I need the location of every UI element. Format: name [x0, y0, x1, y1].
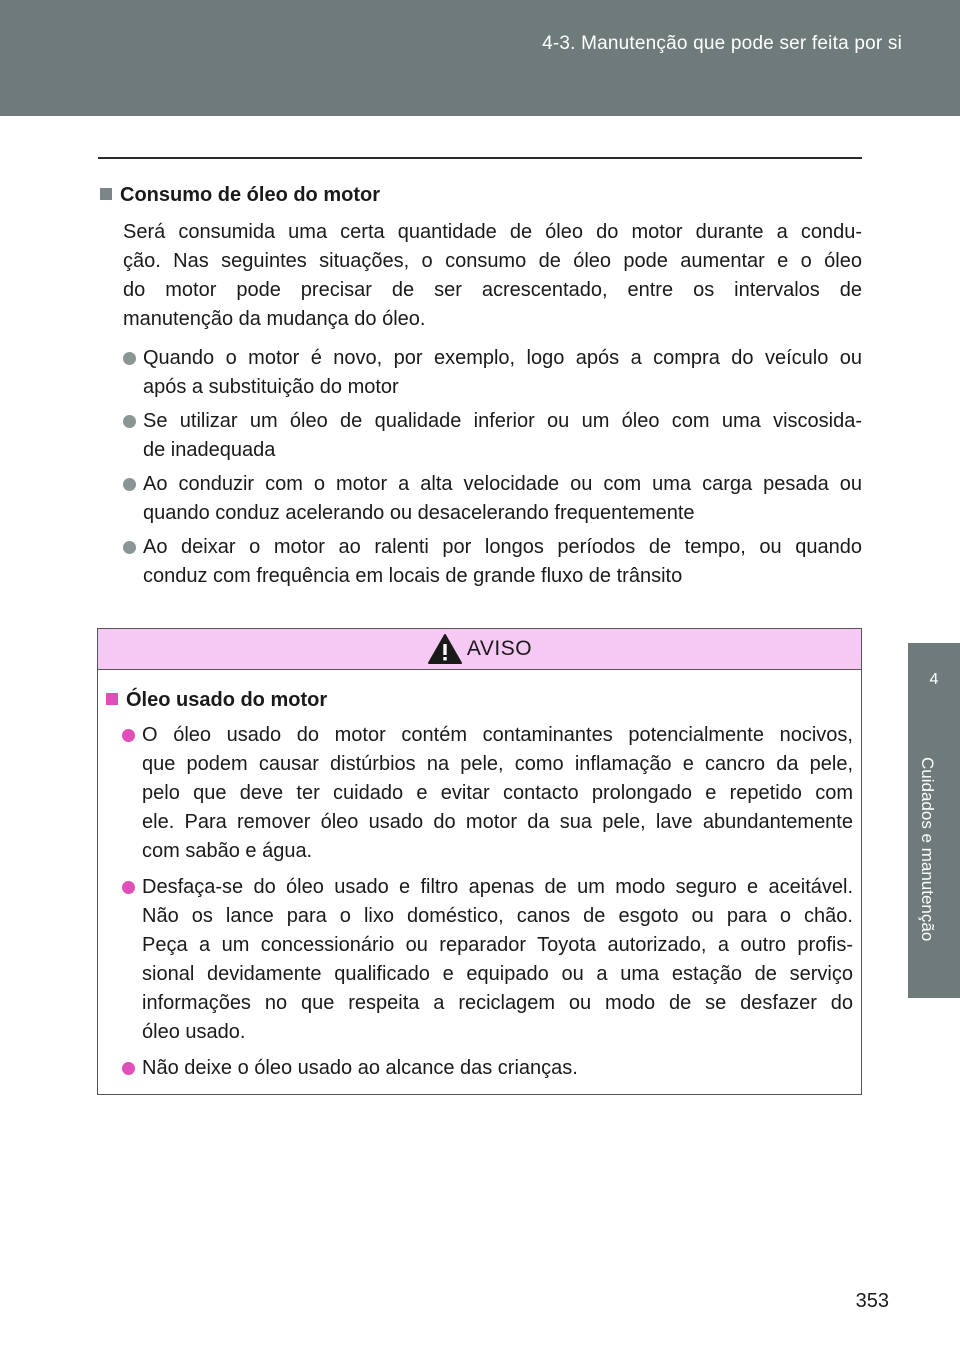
bullet-line: de inadequada [143, 439, 276, 461]
list-item [98, 344, 862, 402]
bullet-line: sional devidamente qualificado e equipado ou a uma estação de serviço [142, 963, 853, 985]
page-header [0, 0, 960, 116]
warning-heading: Óleo usado do motor [126, 689, 328, 711]
chapter-number: 4 [929, 671, 939, 688]
circle-bullet-icon [122, 1062, 135, 1075]
bullet-line: Peça a um concessionário ou reparador Toyota autorizado, a outro profis- [142, 934, 853, 956]
bullet-line: Não os lance para o lixo doméstico, canos de esgoto ou para o chão. [142, 905, 853, 927]
bullet-line: Não deixe o óleo usado ao alcance das crianças. [142, 1057, 578, 1079]
section-title: 4-3. Manutenção que pode ser feita por si [542, 33, 902, 54]
warning-body [98, 670, 861, 1083]
square-bullet-icon [106, 693, 118, 705]
warning-title: AVISO [466, 637, 533, 660]
intro-line: Será consumida uma certa quantidade de óleo do motor durante a condu- [123, 221, 862, 243]
list-item [106, 1054, 853, 1083]
main-content [98, 181, 862, 596]
bullet-line: pelo que deve ter cuidado e evitar contacto prolongado e repetido com [142, 782, 853, 804]
intro-line: do motor pode precisar de ser acrescentado, entre os intervalos de [123, 279, 862, 301]
section-heading: Consumo de óleo do motor [120, 184, 380, 206]
intro-line: manutenção da mudança do óleo. [123, 308, 426, 330]
warning-header [98, 629, 861, 670]
bullet-line: Desfaça-se do óleo usado e filtro apenas de um modo seguro e aceitável. [142, 876, 853, 898]
chapter-name: Cuidados e manutenção [918, 757, 937, 942]
circle-bullet-icon [122, 729, 135, 742]
list-item [106, 721, 853, 866]
section-intro [98, 218, 862, 334]
bullet-line: Ao deixar o motor ao ralenti por longos períodos de tempo, ou quando [143, 536, 862, 558]
bullet-line: informações no que respeita a reciclagem ou modo de se desfazer do [142, 992, 853, 1014]
circle-bullet-icon [123, 415, 136, 428]
list-item [98, 533, 862, 591]
page-number: 353 [855, 1290, 889, 1312]
bullet-line: após a substituição do motor [143, 376, 399, 398]
header-divider [98, 157, 862, 159]
list-item [98, 470, 862, 528]
bullet-line: Ao conduzir com o motor a alta velocidade ou com uma carga pesada ou [143, 473, 862, 495]
bullet-line: com sabão e água. [142, 840, 313, 862]
warning-triangle-icon [427, 633, 463, 665]
circle-bullet-icon [123, 352, 136, 365]
list-item [106, 873, 853, 1047]
chapter-tab [908, 643, 960, 998]
section-heading-row [98, 181, 862, 210]
warning-box [97, 628, 862, 1095]
square-bullet-icon [100, 188, 112, 200]
bullet-line: ele. Para remover óleo usado do motor da sua pele, lave abundantemente [142, 811, 853, 833]
circle-bullet-icon [122, 881, 135, 894]
bullet-line: quando conduz acelerando ou desacelerando frequentemente [143, 502, 695, 524]
list-item [98, 407, 862, 465]
circle-bullet-icon [123, 541, 136, 554]
bullet-line: O óleo usado do motor contém contaminantes potencialmente nocivos, [142, 724, 853, 746]
bullet-line: Quando o motor é novo, por exemplo, logo após a compra do veículo ou [143, 347, 862, 369]
warning-heading-row [106, 686, 853, 715]
bullet-line: Se utilizar um óleo de qualidade inferior ou um óleo com uma viscosida- [143, 410, 862, 432]
circle-bullet-icon [123, 478, 136, 491]
bullet-line: óleo usado. [142, 1021, 246, 1043]
intro-line: ção. Nas seguintes situações, o consumo de óleo pode aumentar e o óleo [123, 250, 862, 272]
bullet-line: conduz com frequência em locais de grande fluxo de trânsito [143, 565, 683, 587]
bullet-line: que podem causar distúrbios na pele, como inflamação e cancro da pele, [142, 753, 853, 775]
